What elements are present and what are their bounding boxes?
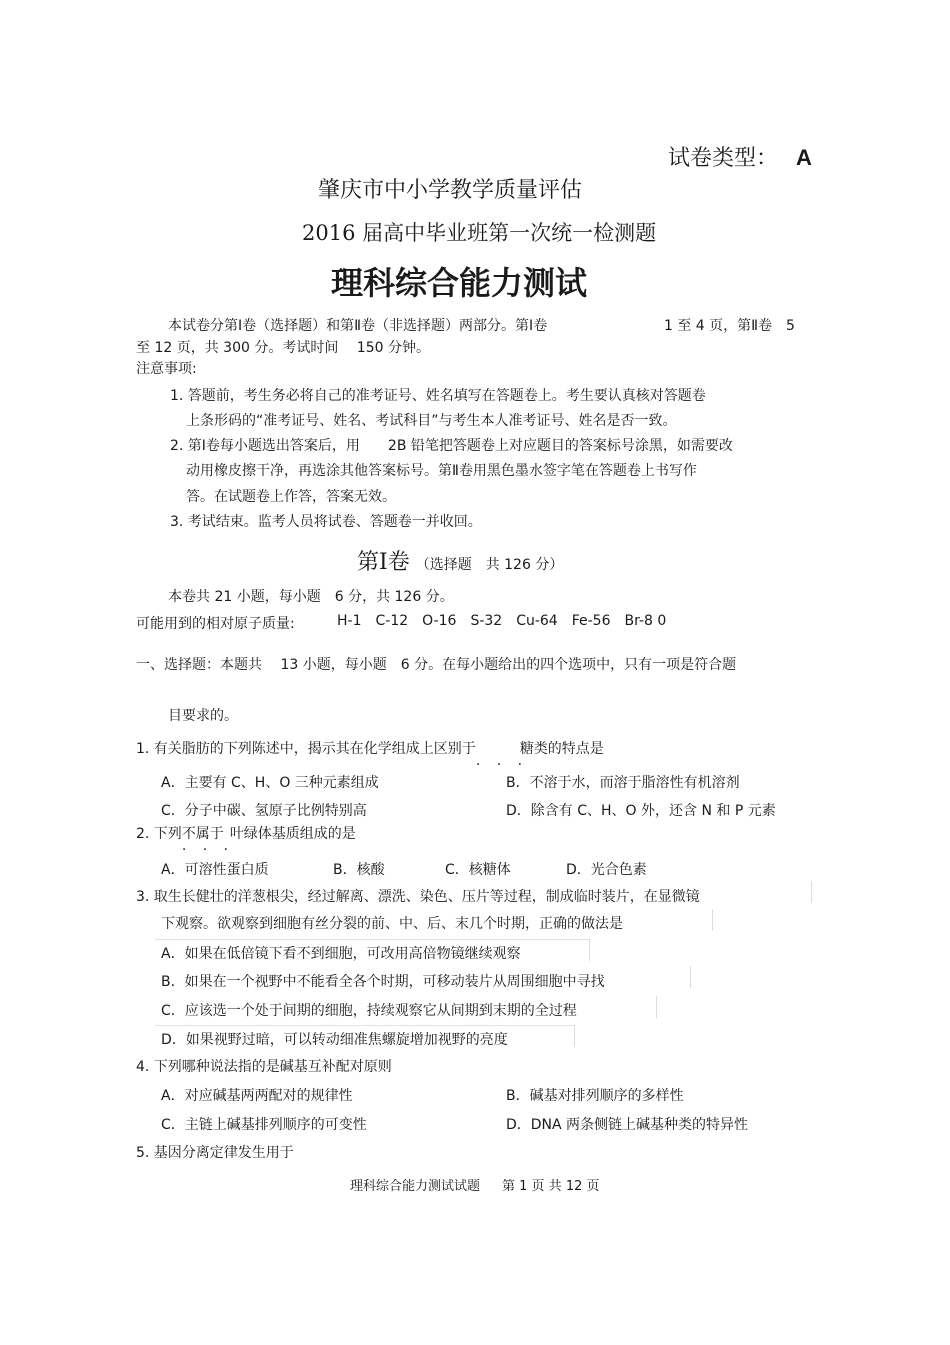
q3-stem: 3. 取生长健壮的洋葱根尖，经过解离、漂洗、染色、压片等过程，制成临时装片，在显微镜 [136, 889, 700, 905]
q4-option-b: B．碱基对排列顺序的多样性 [506, 1088, 684, 1104]
q3-option-a: A．如果在低倍镜下看不到细胞，可改用高倍物镜继续观察 [161, 946, 521, 962]
q1-emphasis-dots: . . . [475, 753, 529, 769]
note-2-cont2: 答。在试题卷上作答，答案无效。 [186, 489, 396, 505]
q4-stem: 4. 下列哪种说法指的是碱基互补配对原则 [136, 1059, 392, 1075]
note-2-cont: 动用橡皮擦干净，再选涂其他答案标号。第Ⅱ卷用黑色墨水签字笔在答题卷上书写作 [186, 463, 697, 479]
scan-artifact-line [155, 939, 589, 940]
q2-option-c: C．核糖体 [445, 862, 511, 878]
section-subtitle: （选择题 共 126 分） [415, 557, 564, 573]
note-1-cont: 上条形码的“准考证号、姓名、考试科目”与考生本人准考证号、姓名是否一致。 [186, 413, 677, 429]
atomic-label: 可能用到的相对原子质量: [136, 616, 295, 632]
q1-stem-a: 1. 有关脂肪的下列陈述中，揭示其在化学组成上区别于 [136, 741, 476, 757]
q3-option-d: D．如果视野过暗，可以转动细准焦螺旋增加视野的亮度 [161, 1032, 508, 1048]
intro-line1a: 本试卷分第Ⅰ卷（选择题）和第Ⅱ卷（非选择题）两部分。第Ⅰ卷 [168, 318, 548, 334]
scan-artifact-line [656, 996, 657, 1018]
page-title: 理科综合能力测试 [331, 264, 588, 302]
q4-option-a: A．对应碱基两两配对的规律性 [161, 1088, 353, 1104]
note-2: 2. 第Ⅰ卷每小题选出答案后，用 2B 铅笔把答题卷上对应题目的答案标号涂黑，如需要改 [170, 438, 733, 454]
q2-emphasis: 不属于 . . . [181, 826, 235, 854]
atomic-mass-h: H-1 [337, 613, 362, 629]
q3-option-c: C．应该选一个处于间期的细胞，持续观察它从间期到末期的全过程 [161, 1003, 577, 1019]
atomic-mass-cu: Cu-64 [516, 613, 558, 629]
q3-stem-cont: 下观察。欲观察到细胞有丝分裂的前、中、后、末几个时期，正确的做法是 [161, 916, 623, 932]
exam-type-value: A [796, 145, 812, 170]
scan-artifact-line [712, 909, 713, 931]
q2-option-d: D．光合色素 [566, 862, 647, 878]
note-1: 1. 答题前，考生务必将自己的准考证号、姓名填写在答题卷上。考生要认真核对答题卷 [170, 388, 706, 404]
scan-artifact-line [574, 1025, 575, 1047]
atomic-mass-list [337, 613, 666, 629]
scan-artifact-line [811, 881, 812, 903]
atomic-mass-s: S-32 [470, 613, 503, 629]
q1-option-a: A．主要有 C、H、O 三种元素组成 [161, 775, 379, 791]
footer-right: 第 1 页 共 12 页 [502, 1179, 600, 1194]
scan-artifact-line [690, 966, 691, 988]
footer-left: 理科综合能力测试试题 [350, 1179, 481, 1194]
section-title: 第Ⅰ卷 [357, 550, 410, 575]
atomic-mass-o: O-16 [422, 613, 457, 629]
atomic-mass-fe: Fe-56 [571, 613, 611, 629]
notes-title: 注意事项: [136, 361, 197, 377]
q1-stem-b: 糖类的特点是 [519, 741, 604, 757]
q2-option-b: B．核酸 [333, 862, 385, 878]
part-heading: 一、选择题：本题共 13 小题，每小题 6 分。在每小题给出的四个选项中，只有一项是符合题 [136, 657, 737, 673]
section-heading [357, 545, 563, 576]
q2-stem-b: 叶绿体基质组成的是 [229, 826, 356, 842]
q1-option-d: D．除含有 C、H、O 外，还含 N 和 P 元素 [506, 803, 776, 819]
note-3: 3. 考试结束。监考人员将试卷、答题卷一并收回。 [170, 514, 482, 530]
part-heading-cont: 目要求的。 [168, 708, 238, 724]
q5-stem: 5. 基因分离定律发生用于 [136, 1145, 294, 1161]
q2-emphasis-text: 不属于 [181, 826, 224, 842]
q2-option-a: A．可溶性蛋白质 [161, 862, 269, 878]
q3-option-b: B．如果在一个视野中不能看全各个时期，可移动装片从周围细胞中寻找 [161, 974, 605, 990]
atomic-mass-c: C-12 [375, 613, 409, 629]
exam-type [668, 141, 812, 172]
exam-type-label: 试卷类型： [668, 146, 779, 171]
atomic-mass-br: Br-8 0 [624, 613, 667, 629]
q4-option-c: C．主链上碱基排列顺序的可变性 [161, 1117, 367, 1133]
q2-stem-a: 2. 下列 [136, 826, 182, 842]
q4-option-d: D．DNA 两条侧链上碱基种类的特异性 [506, 1117, 749, 1133]
intro-line2: 至 12 页，共 300 分。考试时间 150 分钟。 [136, 340, 430, 356]
question-count-line: 本卷共 21 小题，每小题 6 分，共 126 分。 [168, 589, 454, 605]
scan-artifact-line [589, 939, 590, 961]
q2-stem [136, 823, 356, 854]
header-line2: 2016 届高中毕业班第一次统一检测题 [302, 221, 657, 245]
header-line1: 肇庆市中小学教学质量评估 [318, 178, 583, 203]
page-footer [350, 1175, 600, 1194]
scan-artifact-line [155, 1025, 574, 1026]
intro-line1b: 1 至 4 页，第Ⅱ卷 5 [664, 318, 795, 334]
q1-option-c: C．分子中碳、氢原子比例特别高 [161, 803, 367, 819]
q1-option-b: B．不溶于水，而溶于脂溶性有机溶剂 [506, 775, 740, 791]
q1-stem [136, 738, 604, 769]
